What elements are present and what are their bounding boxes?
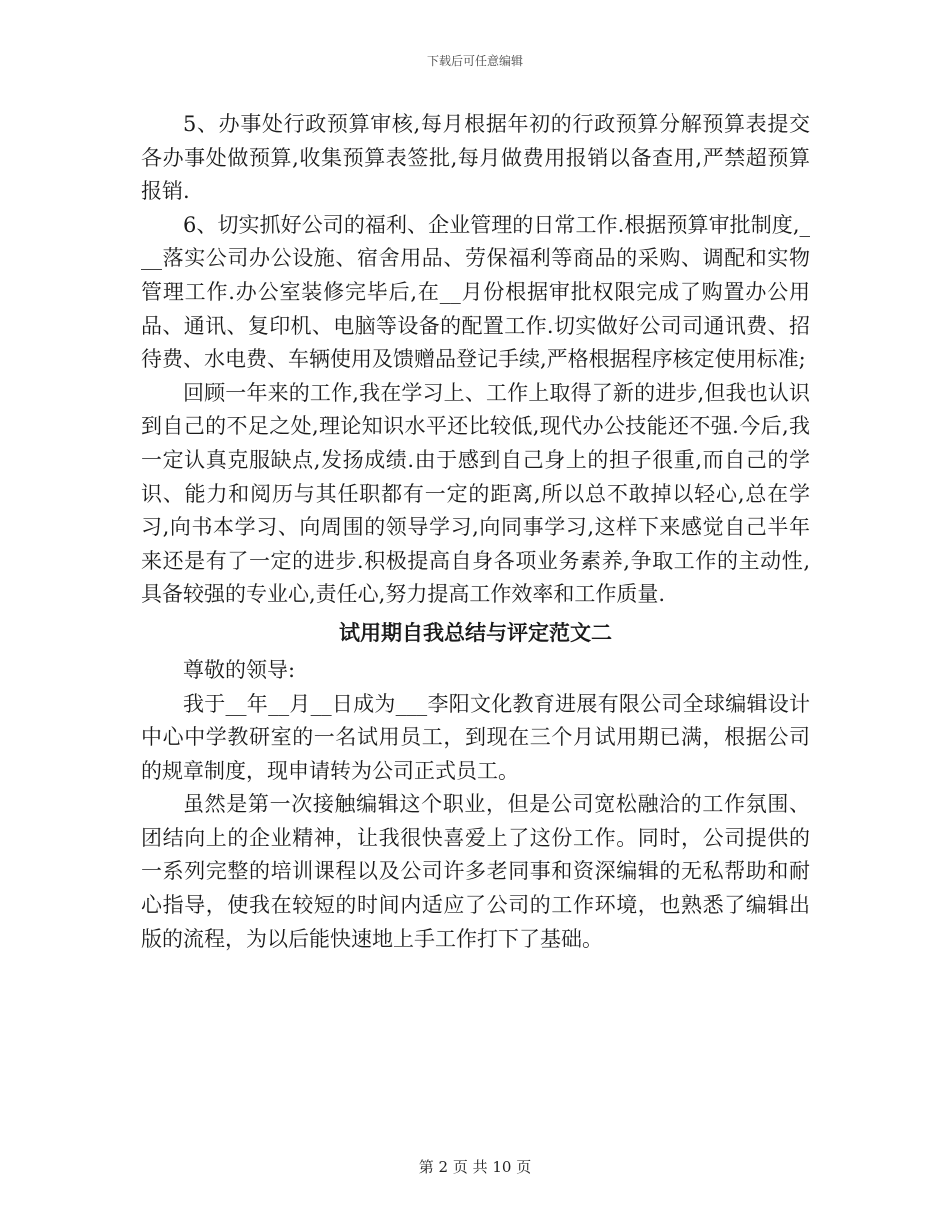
paragraph-intro: 我于__年__月__日成为___李阳文化教育进展有限公司全球编辑设计中心中学教研室的一名试用员工，到现在三个月试用期已满，根据公司的规章制度，现申请转为公司正式员工。 xyxy=(141,691,810,783)
page-footer: 第 2 页 共 10 页 xyxy=(418,1158,532,1176)
section-title: 试用期自我总结与评定范文二 xyxy=(339,619,612,645)
paragraph-item-6: 6、切实抓好公司的福利、企业管理的日常工作.根据预算审批制度,___落实公司办公设施、宿舍用品、劳保福利等商品的采购、调配和实物管理工作.办公室装修完毕后,在__月份根据审批权限完成了购置办公用品、通讯、复印机、电脑等设备的配置工作.切实做好公司司通讯费、招待费、水电费、车辆使用及馈赠品登记手续,严格根据程序核定使用标准; xyxy=(141,212,810,372)
paragraph-experience: 虽然是第一次接触编辑这个职业，但是公司宽松融洽的工作氛围、团结向上的企业精神，让我很快喜爱上了这份工作。同时，公司提供的一系列完整的培训课程以及公司许多老同事和资深编辑的无私帮助和耐心指导，使我在较短的时间内适应了公司的工作环境，也熟悉了编辑出版的流程，为以后能快速地上手工作打下了基础。 xyxy=(141,792,810,951)
paragraph-item-5: 5、办事处行政预算审核,每月根据年初的行政预算分解预算表提交各办事处做预算,收集预算表签批,每月做费用报销以备查用,严禁超预算报销. xyxy=(141,112,810,204)
page-header: 下载后可任意编辑 xyxy=(426,54,523,68)
paragraph-review: 回顾一年来的工作,我在学习上、工作上取得了新的进步,但我也认识到自己的不足之处,理论知识水平还比较低,现代办公技能还不强.今后,我一定认真克服缺点,发扬成绩.由于感到自己身上的担子很重,而自己的学识、能力和阅历与其任职都有一定的距离,所以总不敢掉以轻心,总在学习,向书本学习、向周围的领导学习,向同事学习,这样下来感觉自己半年来还是有了一定的进步.积极提高自身各项业务素养,争取工作的主动性,具备较强的专业心,责任心,努力提高工作效率和工作质量. xyxy=(141,380,810,607)
greeting: 尊敬的领导: xyxy=(183,657,296,682)
document-body xyxy=(141,108,810,956)
